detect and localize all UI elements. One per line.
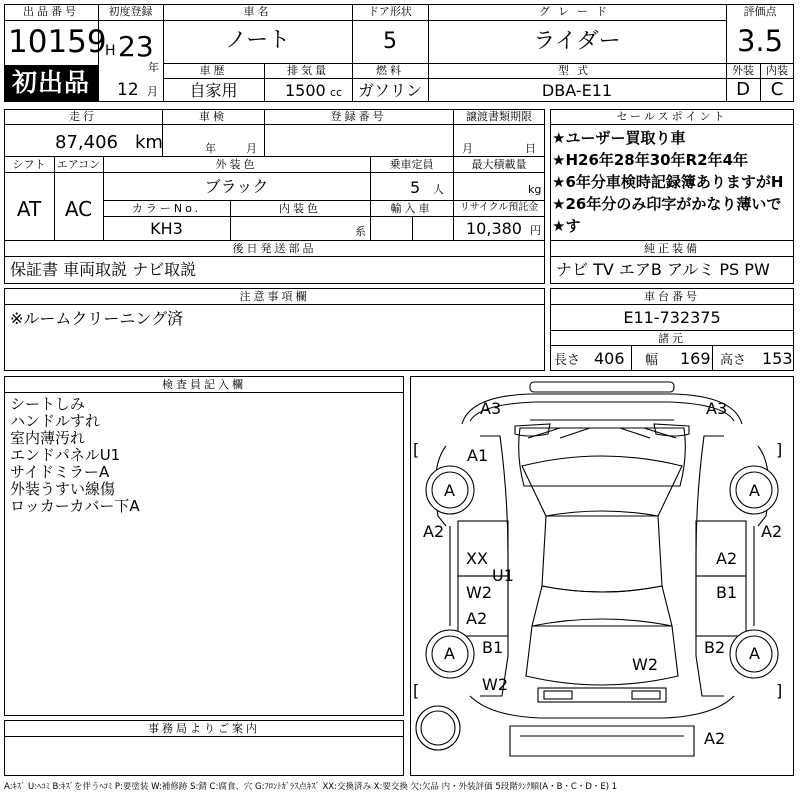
color-no-label: カラーNo. — [131, 202, 202, 215]
tire-fr: A — [749, 481, 760, 500]
legend: A:ｷｽﾞ U:ﾍｺﾐ B:ｷｽﾞを伴うﾍｺﾐ P:要塗装 W:補修跡 S:錆 C:腐食、穴 G:ﾌﾛﾝﾄｶﾞﾗｽ点ｷｽﾞ XX:交換済み X:要交換 欠:欠品 内・外装評価 5段階ﾗﾝｸ順(A・B・C・D・E) 1 — [4, 782, 618, 792]
first-listing-text: 初出品 — [11, 68, 90, 97]
inspector-note: 室内薄汚れ — [10, 429, 86, 447]
int-color-suffix: 系 — [355, 225, 366, 238]
int-color-label: 内装色 — [279, 202, 321, 215]
transfer-day-unit: 日 — [525, 142, 536, 155]
displacement: 1500 — [285, 81, 326, 100]
chassis-number: E11-732375 — [623, 308, 721, 327]
ext-score: D — [736, 79, 750, 100]
displacement-label: 排気量 — [287, 64, 329, 77]
fuel: ガソリン — [357, 81, 422, 100]
shift-label: シフト — [12, 158, 46, 171]
ext-score-label: 外装 — [732, 64, 754, 77]
caution-label: 注意事項欄 — [239, 290, 310, 303]
inspector-note: ロッカーカバー下A — [10, 497, 140, 515]
int-score: C — [770, 79, 784, 100]
recycle-label: リサイクル預託金 — [459, 202, 539, 213]
damage-door-l2: W2 — [466, 583, 492, 602]
height-label: 高さ — [720, 353, 747, 368]
lot-number: 10159 — [8, 24, 107, 60]
office-label: 事務局よりご案内 — [148, 722, 260, 735]
shift: AT — [16, 197, 42, 221]
bracket-r2: ] — [776, 681, 783, 700]
width-label: 幅 — [645, 353, 659, 368]
sales-point-line: ★6年分車検時記録簿ありますがH — [552, 173, 784, 191]
inspector-note: ハンドルすれ — [10, 412, 101, 430]
grade: ライダー — [533, 29, 621, 54]
recycle-unit: 円 — [530, 224, 541, 237]
max-load-unit: kg — [528, 183, 542, 196]
era: H — [105, 43, 116, 59]
bracket-l2: [ — [413, 681, 420, 700]
plate-label: 登録番号 — [330, 110, 387, 123]
width: 169 — [680, 349, 711, 368]
tire-rr: A — [749, 644, 760, 663]
inspector-label: 検査員記入欄 — [162, 378, 246, 391]
damage-rear-left: B1 — [482, 638, 504, 657]
int-score-label: 内装 — [766, 64, 788, 77]
fuel-label: 燃料 — [376, 64, 404, 77]
length: 406 — [594, 349, 625, 368]
inspector-note: 外装うすい線傷 — [10, 480, 116, 498]
sales-point-line: ★ユーザー買取り車 — [552, 129, 686, 147]
first-reg-label: 初度登録 — [108, 5, 153, 18]
model: DBA-E11 — [541, 81, 613, 100]
import-label: 輸入車 — [390, 202, 433, 215]
inspector-note: エンドパネルU1 — [10, 446, 121, 464]
damage-door-r2: B1 — [716, 583, 738, 602]
damage-door-r1: A2 — [716, 549, 738, 568]
genuine-equipment: ナビ TV エアB アルミ PS PW — [556, 260, 770, 279]
history: 自家用 — [189, 81, 238, 100]
model-label: 型式 — [558, 64, 596, 77]
car-diagram — [410, 376, 794, 776]
tire-fl: A — [444, 481, 455, 500]
aircon-label: エアコン — [56, 158, 101, 171]
color-no: KH3 — [150, 219, 183, 238]
sales-points — [552, 127, 793, 237]
recycle: 10,380 — [466, 219, 522, 238]
caution: ※ルームクリーニング済 — [10, 309, 184, 328]
dims-label: 諸元 — [658, 332, 686, 345]
mileage: 87,406 — [55, 132, 118, 153]
doors: 5 — [383, 29, 397, 54]
transfer-month-unit: 月 — [462, 142, 473, 155]
damage-front-right: A3 — [706, 399, 728, 418]
capacity-unit: 人 — [433, 183, 444, 196]
year-unit: 年 — [148, 61, 159, 74]
height: 153 — [762, 349, 793, 368]
car-name: ノート — [224, 28, 291, 53]
capacity: 5 — [410, 178, 421, 197]
damage-bumper: A2 — [704, 729, 726, 748]
tire-rl: A — [444, 644, 455, 663]
bracket-l1: [ — [413, 440, 420, 459]
inspector-note: シートしみ — [10, 395, 86, 413]
capacity-label: 乗車定員 — [389, 158, 434, 171]
later-parts: 保証書 車両取説 ナビ取説 — [10, 260, 197, 279]
inspector-note: サイドミラーA — [10, 463, 110, 481]
score-label: 評価点 — [743, 5, 777, 18]
later-parts-label: 後日発送部品 — [232, 242, 317, 255]
lot-label: 出品番号 — [23, 5, 79, 18]
damage-front-left: A3 — [480, 399, 502, 418]
length-label: 長さ — [554, 353, 581, 368]
mileage-unit: km — [135, 132, 163, 153]
history-label: 車歴 — [199, 64, 228, 77]
inspection-label: 車検 — [199, 110, 227, 123]
damage-center: U1 — [492, 566, 514, 585]
damage-fender-left: A1 — [467, 446, 489, 465]
inspection-year-unit: 年 — [205, 142, 216, 155]
damage-side-left: A2 — [423, 522, 445, 541]
mileage-label: 走行 — [69, 110, 97, 123]
aircon: AC — [64, 197, 93, 221]
score: 3.5 — [736, 24, 784, 58]
inspection-month-unit: 月 — [246, 142, 257, 155]
car-name-label: 車名 — [243, 5, 272, 18]
chassis-label: 車台番号 — [644, 290, 700, 303]
reg-month: 12 — [117, 80, 139, 100]
damage-door-l3: A2 — [466, 609, 488, 628]
sales-point-line: ★H26年28年30年R2年4年 — [552, 151, 749, 169]
doors-label: ドア形状 — [368, 5, 412, 18]
ext-color: ブラック — [204, 177, 269, 196]
damage-rear-w: W2 — [482, 675, 508, 694]
sales-point-line: ★26年分のみ印字がかなり薄いで — [552, 195, 782, 213]
max-load-label: 最大積載量 — [471, 158, 527, 171]
damage-side-right: A2 — [761, 522, 783, 541]
month-unit: 月 — [147, 85, 158, 98]
damage-rear-right: B2 — [704, 638, 726, 657]
inspector-notes — [10, 396, 140, 515]
reg-year: 23 — [118, 30, 154, 63]
damage-door-l1: XX — [466, 549, 488, 568]
ext-color-label: 外装色 — [215, 158, 258, 171]
transfer-label: 譲渡書類期限 — [466, 110, 532, 123]
sales-point-line: ★す — [552, 217, 581, 235]
grade-label: グレード — [539, 5, 615, 18]
genuine-label: 純正装備 — [644, 242, 700, 255]
damage-roof: W2 — [632, 655, 658, 674]
displacement-unit: cc — [330, 86, 343, 99]
bracket-r1: ] — [776, 440, 783, 459]
sales-points-label: セールスポイント — [616, 110, 728, 123]
